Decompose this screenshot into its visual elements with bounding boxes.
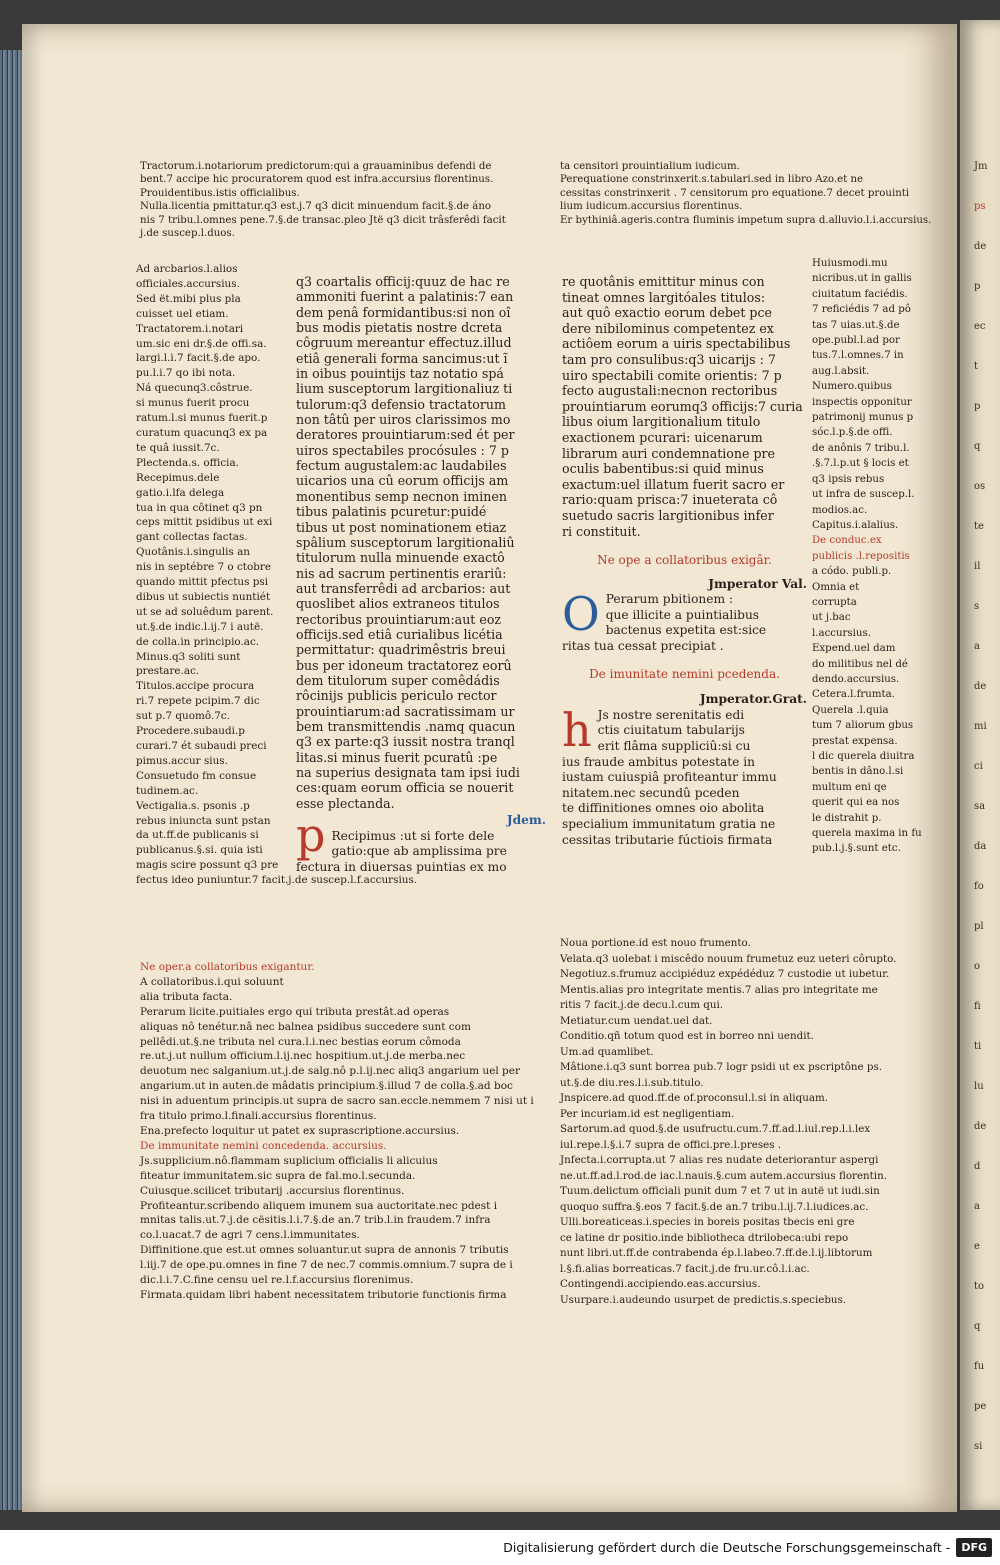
gloss-line: Sed ët.mibi plus pla bbox=[136, 292, 241, 305]
gloss-line: querela maxima in fu bbox=[812, 828, 922, 840]
gloss-line: Conditio.qñ totum quod est in borreo nni uendit. bbox=[560, 1030, 814, 1042]
gloss-line: largi.l.i.7 facit.§.de apo. bbox=[136, 352, 261, 365]
gloss-line: Mentis.alias pro integritate mentis.7 alias pro integritate me bbox=[560, 983, 878, 996]
gloss-line: Tuum.delictum officiali punit dum 7 et 7 ut in autë ut iudi.sin bbox=[560, 1185, 880, 1197]
gloss-line: Huiusmodi.mu bbox=[812, 258, 888, 269]
text-line: fecto augustali:necnon rectoribus bbox=[562, 383, 778, 399]
gloss-top-left bbox=[140, 160, 550, 240]
text-line: ri constituit. bbox=[562, 523, 641, 539]
gloss-line: Quotânis.i.singulis an bbox=[136, 546, 250, 559]
text-line: tineat omnes largitóales titulos: bbox=[562, 289, 766, 305]
gloss-line: Capitus.i.alalius. bbox=[812, 519, 899, 531]
gloss-right-margin bbox=[812, 256, 934, 857]
text-line: uiros spectabiles procósules : 7 p bbox=[296, 442, 509, 458]
gloss-line: De immunitate nemini concedenda. accursius. bbox=[140, 1139, 387, 1152]
text-line: dere nibilominus competentez ex bbox=[562, 320, 774, 336]
footer-bar bbox=[0, 1530, 1000, 1565]
text-line: in oibus pouintijs taz notatio spá bbox=[296, 366, 504, 382]
text-line: tulorum:q3 defensio tractatorum bbox=[296, 396, 506, 412]
gloss-line: dic.l.i.7.C.fine censu uel re.l.f.accursius florenimus. bbox=[140, 1274, 414, 1287]
gloss-line: officiales.accursius. bbox=[136, 277, 240, 290]
gloss-line: l.iij.7 de ope.pu.omnes in fine 7 de nec.7 commis.omnium.7 supra de i bbox=[140, 1259, 513, 1272]
gloss-line: corrupta bbox=[812, 596, 857, 608]
right-section-2-label: Jmperator.Grat. bbox=[699, 692, 807, 707]
text-line: nis ad sacrum pertinentis erariû: bbox=[296, 565, 507, 581]
text-line: quoslibet alios extraneos titulos bbox=[296, 596, 500, 612]
gloss-line: a códo. publi.p. bbox=[812, 566, 892, 578]
gloss-line: patrimonij munus p bbox=[812, 412, 914, 424]
text-line: librarum auri condemnatione pre bbox=[562, 445, 775, 461]
next-page-fragment: de bbox=[974, 241, 987, 252]
gloss-line: gant collectas factas. bbox=[136, 531, 248, 544]
rubric-right-2: De imunitate nemini pcedenda. bbox=[589, 666, 780, 681]
gloss-line: l.accursius. bbox=[812, 627, 871, 639]
gloss-line: alia tributa facta. bbox=[140, 990, 233, 1003]
text-line: exactionem pcurari: uicenarum bbox=[562, 429, 763, 445]
next-page-fragment: mi bbox=[974, 721, 987, 732]
next-page-fragment: to bbox=[974, 1281, 985, 1292]
next-page-fragment: ci bbox=[974, 761, 983, 772]
text-line: aut quô exactio eorum debet pce bbox=[562, 305, 773, 321]
gloss-line: A collatoribus.i.qui soluunt bbox=[140, 975, 284, 988]
gloss-line: Ena.prefecto loquitur ut patet ex suprascriptione.accursius. bbox=[140, 1124, 460, 1137]
text-line: dem titulorum super comêdádis bbox=[296, 672, 500, 688]
text-line: re quotânis emittitur minus con bbox=[562, 274, 765, 289]
text-line: tibus ut post nominationem etiaz bbox=[296, 519, 507, 535]
next-page-fragment: pe bbox=[974, 1401, 987, 1412]
main-text-middle-lines bbox=[296, 274, 546, 811]
gloss-line: publicanus.§.si. quia isti bbox=[136, 844, 263, 857]
next-page-fragment: si bbox=[974, 1441, 983, 1452]
gloss-line: Js.supplicium.nô.flammam suplicium officialis li alicuius bbox=[140, 1154, 438, 1167]
next-page-fragment: a bbox=[974, 1201, 980, 1212]
text-line: officijs.sed etiâ curialibus licétia bbox=[296, 626, 503, 642]
text-line: litas.si minus fuerit pcuratû :pe bbox=[296, 749, 498, 765]
gloss-line: Mâtione.i.q3 sunt borrea pub.7 logr psidi ut ex pscriptône ps. bbox=[560, 1061, 883, 1073]
gloss-line: ut.§.de indic.l.ij.7 i autë. bbox=[136, 620, 264, 633]
gloss-line: dibus ut subiectis nuntiét bbox=[136, 590, 271, 603]
gloss-line: quando mittit pfectus psi bbox=[136, 576, 269, 589]
gloss-line: 7 reficiédis 7 ad pô bbox=[812, 304, 911, 316]
gloss-line: de colla.in principio.ac. bbox=[136, 635, 260, 648]
gloss-line: publicis .l.repositis bbox=[812, 550, 910, 562]
next-page-fragment: q bbox=[974, 1321, 981, 1332]
text-line: Js nostre serenitatis edi bbox=[597, 707, 745, 722]
gloss-line: nisi in aduentum principis.ut supra de sacro san.eccle.nemmem 7 nisi ut i bbox=[140, 1095, 534, 1108]
text-line: dem penâ formidantibus:si non oî bbox=[296, 304, 511, 320]
gloss-line: do militibus nel dé bbox=[812, 658, 908, 670]
gloss-line: ritis 7 facit.j.de decu.l.cum qui. bbox=[560, 999, 724, 1011]
gloss-line: da ut.ff.de publicanis si bbox=[136, 829, 259, 842]
gloss-line: curatum quacunq3 ex pa bbox=[136, 426, 268, 439]
gloss-line: Perequatione constrinxerit.s.tabulari.sed in libro Azo.et ne bbox=[560, 174, 864, 186]
text-line: uiro spectabili comite orientis: 7 p bbox=[562, 367, 782, 383]
next-page-fragment: a bbox=[974, 641, 980, 652]
gloss-line: Jnfecta.i.corrupta.ut 7 alias res nudate deteriorantur aspergi bbox=[560, 1154, 879, 1166]
next-page-fragment: p bbox=[974, 401, 981, 412]
gloss-line: Plectenda.s. officia. bbox=[136, 456, 239, 469]
gloss-line: Diffinitione.que est.ut omnes soluantur.ut supra de annonis 7 tributis bbox=[140, 1244, 509, 1257]
gloss-line: De conduc.ex bbox=[812, 535, 882, 547]
text-line: actiôem eorum a uiris spectabilibus bbox=[562, 336, 791, 352]
gloss-line: tudinem.ac. bbox=[136, 784, 199, 797]
gloss-line: tua in qua côtinet q3 pn bbox=[136, 501, 263, 514]
right-section-2 bbox=[562, 692, 807, 848]
dfg-logo: DFG bbox=[956, 1538, 992, 1557]
text-line: libus oium largitionalium titulo bbox=[562, 414, 761, 430]
gloss-line: sut p.7 quomô.7c. bbox=[136, 710, 230, 723]
gloss-line: Minus.q3 soliti sunt bbox=[136, 650, 241, 663]
gloss-line: co.l.uacat.7 de agri 7 cens.l.immunitates. bbox=[140, 1229, 360, 1242]
gloss-line: tus.7.l.omnes.7 in bbox=[812, 350, 904, 362]
right-section-1-label: Jmperator Val. bbox=[708, 576, 807, 591]
gloss-line: tum 7 aliorum gbus bbox=[812, 720, 914, 732]
gloss-line: Procedere.subaudi.p bbox=[136, 725, 245, 738]
text-line: Recipimus :ut si forte dele bbox=[331, 828, 495, 843]
next-page-fragment: da bbox=[974, 841, 987, 852]
gloss-line: ri.7 repete pcipim.7 dic bbox=[136, 695, 260, 708]
gloss-line: aug.l.absit. bbox=[812, 365, 870, 377]
gloss-line: Usurpare.i.audeundo usurpet de predictis.s.speciebus. bbox=[560, 1293, 847, 1306]
text-line: tibus palatinis pcuretur:puidé bbox=[296, 504, 487, 520]
gloss-line: ne.ut.ff.ad.l.rod.de iac.l.nauis.§.cum autem.accursius florentin. bbox=[560, 1169, 888, 1182]
text-line: nitatem.nec secundû pceden bbox=[562, 785, 740, 800]
text-line: bus per idoneum tractatorez eorû bbox=[296, 657, 512, 673]
gloss-line: angarium.ut in auten.de mâdatis principium.§.illud 7 de colla.§.ad boc bbox=[140, 1080, 513, 1093]
text-line: specialium immunitatum gratia ne bbox=[562, 817, 776, 831]
gloss-line: cuisset uel etiam. bbox=[136, 307, 229, 320]
text-line: oculis babentibus:si quid minus bbox=[562, 461, 764, 477]
gloss-line: Noua portione.id est nouo frumento. bbox=[560, 937, 751, 949]
gloss-line: Metiatur.cum uendat.uel dat. bbox=[560, 1014, 713, 1027]
next-page-fragment: pl bbox=[974, 921, 984, 932]
next-page-fragment: sa bbox=[974, 801, 986, 812]
gloss-line: ta censitori prouintialium iudicum. bbox=[560, 161, 740, 172]
gloss-line: .§.7.l.p.ut § locis et bbox=[812, 458, 909, 470]
next-page-fragment: fu bbox=[974, 1361, 985, 1372]
next-page-fragment: fo bbox=[974, 881, 984, 892]
gloss-line: si munus fuerit procu bbox=[136, 397, 250, 410]
text-line: iustam cuiuspiâ profiteantur immu bbox=[562, 770, 777, 785]
text-line: q3 ex parte:q3 iussit nostra tranql bbox=[296, 734, 515, 750]
gloss-line: l dic querela diuitra bbox=[812, 751, 915, 762]
gloss-line: Querela .l.quia bbox=[812, 704, 889, 716]
gloss-line: Tractorum.i.notariorum predictorum:qui a grauaminibus defendi de bbox=[140, 161, 492, 172]
gloss-line: Tractatorem.i.notari bbox=[136, 322, 244, 335]
text-line: permittatur: quadrimêstris breui bbox=[296, 642, 506, 658]
gloss-line: ope.publ.l.ad por bbox=[812, 335, 900, 347]
gloss-line: Vectigalia.s. psonis .p bbox=[136, 799, 250, 812]
gloss-line: dendo.accursius. bbox=[812, 673, 900, 685]
gloss-line: Velata.q3 uolebat i miscêdo nouum frumetuz euz ueteri côrupto. bbox=[560, 952, 897, 965]
next-page-edge bbox=[960, 20, 1000, 1510]
gloss-line: Omnia et bbox=[812, 581, 860, 593]
text-line: bem transmittendis .namq quacun bbox=[296, 718, 516, 734]
text-line: ces:quam eorum officia se nouerit bbox=[296, 780, 514, 796]
initial-letter-o: O bbox=[562, 587, 600, 642]
text-line: q3 coartalis officij:quuz de hac re bbox=[296, 274, 510, 289]
gloss-line: re.ut.j.ut nullum officium.l.ij.nec hospitium.ut.j.de merba.nec bbox=[140, 1050, 466, 1063]
gloss-line: nicribus.ut in gallis bbox=[812, 273, 912, 285]
gloss-line: cessitas constrinxerit . 7 censitorum pro equatione.7 decet prouinti bbox=[560, 187, 910, 199]
gloss-line: Recepimus.dele bbox=[136, 471, 220, 484]
gloss-line: Per incuriam.id est negligentiam. bbox=[560, 1107, 735, 1120]
main-middle-tail-label: Jdem. bbox=[506, 813, 546, 828]
book-page bbox=[22, 24, 957, 1512]
text-line: rôcinijs publicis periculo rector bbox=[296, 688, 497, 704]
next-page-fragment: te bbox=[974, 521, 984, 532]
text-line: prouintiarum eorumq3 officijs:7 curia bbox=[562, 398, 803, 414]
gloss-line: Nulla.licentia pmittatur.q3 est.j.7 q3 dicit minuendum facit.§.de áno bbox=[140, 201, 492, 213]
footer-credit: Digitalisierung gefördert durch die Deutsche Forschungsgemeinschaft - bbox=[503, 1540, 951, 1555]
gloss-line: Um.ad quamlibet. bbox=[560, 1045, 654, 1058]
gloss-line: sóc.l.p.§.de offi. bbox=[812, 427, 893, 439]
gloss-line: ut infra de suscep.l. bbox=[812, 489, 915, 501]
initial-letter-p: p bbox=[296, 808, 326, 863]
text-line: aut transferrêdi ad arcbarios: aut bbox=[296, 580, 511, 596]
text-line: gatio:que ab amplissima pre bbox=[331, 844, 507, 859]
gloss-line: mnitas talis.ut.7.j.de cësitis.l.i.7.§.de an.7 trib.l.in fraudem.7 infra bbox=[140, 1214, 491, 1227]
next-page-fragment: ec bbox=[974, 321, 986, 332]
gloss-line: Ne oper.a collatoribus exigantur. bbox=[140, 961, 315, 973]
main-text-column-right bbox=[562, 274, 807, 848]
text-line: uicarios una cû eorum officijs am bbox=[296, 473, 509, 489]
next-page-fragment: q bbox=[974, 441, 981, 452]
main-middle-tail-lines bbox=[296, 829, 546, 876]
right-section-1 bbox=[562, 577, 807, 655]
text-line: bactenus expetita est:sice bbox=[605, 623, 767, 638]
gloss-line: tas 7 uias.ut.§.de bbox=[812, 319, 900, 331]
gloss-line: ratum.l.si munus fuerit.p bbox=[136, 412, 268, 425]
text-line: bus modis pietatis nostre dcreta bbox=[296, 320, 503, 336]
text-line: suetudo sacris largitionibus infer bbox=[562, 507, 774, 523]
gloss-line: Consuetudo fm consue bbox=[136, 769, 257, 782]
gloss-line: j.de suscep.l.duos. bbox=[140, 228, 235, 240]
next-page-fragment: ti bbox=[974, 1041, 982, 1052]
next-page-fragment: de bbox=[974, 681, 987, 692]
text-line: tam pro consulibus:q3 uicarijs : 7 bbox=[562, 351, 776, 367]
gloss-line: prestat expensa. bbox=[812, 735, 898, 747]
text-line: rario:quam prisca:7 inueterata cô bbox=[562, 492, 778, 508]
gloss-line: Sartorum.ad quod.§.de usufructu.cum.7.ff.ad.l.iul.rep.l.i.lex bbox=[560, 1123, 871, 1135]
gloss-line: iul.repe.l.§.i.7 supra de offici.pre.l.preses . bbox=[560, 1138, 782, 1151]
gloss-line: Prouidentibus.istis officialibus. bbox=[140, 187, 300, 199]
text-line: exactum:uel illatum fuerit sacro er bbox=[562, 476, 785, 492]
gloss-line: Profiteantur.scribendo aliquem imunem sua auctoritate.nec pdest i bbox=[140, 1199, 498, 1212]
next-page-fragment: os bbox=[974, 481, 986, 492]
gloss-bottom-middle bbox=[140, 960, 552, 1303]
gloss-line: Cuiusque.scilicet tributarij .accursius florentinus. bbox=[140, 1184, 405, 1197]
gloss-top-right bbox=[560, 160, 950, 227]
next-page-fragment: lu bbox=[974, 1081, 984, 1092]
text-line: Perarum pbitionem : bbox=[605, 592, 734, 607]
gloss-line: Ad arcbarios.l.alios bbox=[136, 263, 238, 275]
text-line: ritas tua cessat precipiat . bbox=[562, 639, 724, 654]
gloss-line: um.sic eni dr.§.de offi.sa. bbox=[136, 337, 267, 350]
text-line: prouintiarum:ad sacratissimam ur bbox=[296, 703, 515, 719]
text-line: te diffinitiones omnes oio abolita bbox=[562, 801, 765, 816]
gloss-line: prestare.ac. bbox=[136, 665, 200, 678]
gloss-line: nis in septébre 7 o ctobre bbox=[136, 561, 271, 574]
next-page-fragment: Jm bbox=[974, 161, 988, 172]
text-line: fectum augustalem:ac laudabiles bbox=[296, 458, 507, 474]
gloss-line: ut se ad soluêdum parent. bbox=[136, 605, 274, 618]
gloss-line: l.§.fi.alias borreaticas.7 facit.j.de fru.ur.cô.l.i.ac. bbox=[560, 1262, 810, 1275]
main-text-column-middle bbox=[296, 274, 546, 875]
gloss-line: fectus ideo puniuntur.7 facit.j.de suscep.l.f.accursius. bbox=[136, 874, 418, 887]
next-page-fragment: d bbox=[974, 1161, 981, 1172]
gloss-line: ceps mittit psidibus ut exi bbox=[136, 516, 273, 529]
text-line: lium susceptorum largitionaliuz ti bbox=[296, 381, 513, 397]
gloss-line: gatio.i.lfa delega bbox=[136, 486, 225, 499]
text-line: que illicite a puintialibus bbox=[605, 607, 760, 622]
gloss-line: te quâ iussit.7c. bbox=[136, 441, 220, 454]
gloss-line: Ulli.boreaticeas.i.species in boreis positas tbecis eni gre bbox=[560, 1216, 855, 1228]
gloss-line: Cetera.l.frumta. bbox=[812, 689, 895, 701]
next-page-fragment: de bbox=[974, 1121, 987, 1132]
next-page-fragment: s bbox=[974, 601, 980, 612]
gloss-line: Numero.quibus bbox=[812, 381, 892, 393]
main-middle-tail bbox=[296, 808, 546, 875]
gloss-line: pimus.accur sius. bbox=[136, 754, 228, 767]
gloss-line: fiteatur immunitatem.sic supra de fal.mo.l.secunda. bbox=[140, 1169, 416, 1182]
text-line: fectura in diuersas puintias ex mo bbox=[296, 859, 507, 874]
gloss-line: curari.7 ét subaudi preci bbox=[136, 740, 267, 752]
gloss-line: fra titulo primo.l.finali.accursius florentinus. bbox=[140, 1110, 377, 1123]
gloss-line: Expend.uel dam bbox=[812, 643, 896, 655]
gloss-line: ut.§.de diu.res.l.i.sub.titulo. bbox=[560, 1076, 704, 1089]
gloss-line: ut j.bac bbox=[812, 612, 851, 624]
gloss-line: ciuitatum faciédis. bbox=[812, 288, 908, 300]
next-page-fragment: p bbox=[974, 281, 981, 292]
text-line: rectoribus prouintiarum:aut eoz bbox=[296, 611, 502, 627]
text-line: na superius designata tam ipsi iudi bbox=[296, 765, 520, 780]
gloss-line: pellêdi.ut.§.ne tributa nel cura.l.i.nec bestias eorum cômoda bbox=[140, 1035, 461, 1048]
gloss-line: bentis in dâno.l.si bbox=[812, 766, 904, 778]
text-line: erit flâma suppliciû:si cu bbox=[597, 739, 751, 754]
gloss-line: inspectis opponitur bbox=[812, 396, 912, 408]
text-line: non tâtû per uiros clarissimos mo bbox=[296, 412, 511, 428]
gloss-line: rebus iniuncta sunt pstan bbox=[136, 814, 271, 827]
gloss-line: Firmata.quidam libri habent necessitatem tributorie functionis firma bbox=[140, 1288, 507, 1301]
gloss-line: quoquo suffra.§.eos 7 facit.§.de an.7 tribu.l.ij.7.l.iudices.ac. bbox=[560, 1200, 869, 1213]
text-line: ammoniti fuerint a palatinis:7 ean bbox=[296, 289, 514, 305]
text-line: etiâ generali forma sancimus:ut ĩ bbox=[296, 350, 508, 366]
next-page-fragment: il bbox=[974, 561, 981, 572]
gloss-line: Ná quecunq3.côstrue. bbox=[136, 382, 253, 395]
gloss-line: pu.l.i.7 qo ibi nota. bbox=[136, 367, 236, 380]
main-text-right-lines bbox=[562, 274, 807, 539]
next-page-fragment: t bbox=[974, 361, 979, 372]
gloss-line: de anônis 7 tribu.l. bbox=[812, 442, 910, 454]
gloss-line: nis 7 tribu.l.omnes pene.7.§.de transac.pleo Jtë q3 dicit trâsferêdi facit bbox=[140, 214, 506, 226]
text-line: côgruum mereantur effectuz.illud bbox=[296, 335, 512, 351]
gloss-line: Jnspicere.ad quod.ff.de of.proconsul.l.si in aliquam. bbox=[560, 1092, 828, 1104]
gloss-line: magis scire possunt q3 pre bbox=[136, 859, 279, 872]
text-line: esse plectanda. bbox=[296, 795, 395, 811]
next-page-fragment: ps bbox=[974, 201, 986, 212]
gloss-line: Er bythiniâ.ageris.contra fluminis impetum supra d.alluvio.l.i.accursius. bbox=[560, 214, 932, 226]
gloss-line: querit qui ea nos bbox=[812, 797, 900, 809]
rubric-right-1: Ne ope a collatoribus exigâr. bbox=[597, 553, 772, 568]
gloss-line: q3 ipsis rebus bbox=[812, 473, 885, 485]
text-line: titulorum nulla minuende exactô bbox=[296, 550, 505, 566]
text-line: monentibus semp necnon iminen bbox=[296, 488, 507, 504]
gloss-line: Titulos.accipe procura bbox=[136, 680, 255, 693]
gloss-line: lium iudicum.accursius florentinus. bbox=[560, 201, 743, 213]
text-line: cessitas tributarie fúctiois firmata bbox=[562, 832, 773, 847]
text-line: spâlium susceptorum largitionaliû bbox=[296, 534, 515, 550]
gloss-line: deuotum nec salganium.ut.j.de salg.nô p.l.ij.nec aliq3 angarium uel per bbox=[140, 1065, 521, 1078]
next-page-fragment: o bbox=[974, 961, 981, 972]
initial-letter-h: h bbox=[562, 702, 592, 757]
gloss-line: pub.l.j.§.sunt etc. bbox=[812, 843, 901, 855]
gloss-line: multum eni qe bbox=[812, 781, 887, 793]
text-line: deratores prouintiarum:sed ét per bbox=[296, 427, 515, 443]
gloss-line: ce latine dr positio.inde bibliotheca dtrilobeca:ubi repo bbox=[560, 1231, 849, 1244]
text-line: ctis ciuitatum tabularijs bbox=[597, 723, 745, 738]
next-page-fragment: fi bbox=[974, 1001, 981, 1012]
gloss-bottom-right bbox=[560, 936, 952, 1308]
right-section-2-lines bbox=[562, 702, 807, 848]
gloss-line: bent.7 accipe hic procuratorem quod est infra.accursius florentinus. bbox=[140, 174, 494, 186]
gloss-line: modios.ac. bbox=[812, 504, 868, 516]
next-page-fragment: e bbox=[974, 1241, 980, 1252]
gloss-line: aliquas nô tenétur.nâ nec balnea psidibus succedere sunt com bbox=[140, 1020, 471, 1033]
gloss-line: Contingendi.accipiendo.eas.accursius. bbox=[560, 1278, 761, 1290]
text-line: ius fraude ambitus potestate in bbox=[562, 754, 756, 769]
gloss-line: le distrahit p. bbox=[812, 812, 882, 824]
gloss-line: nunt libri.ut.ff.de contrabenda ép.l.labeo.7.ff.de.l.ij.libtorum bbox=[560, 1247, 873, 1259]
gloss-line: Negotiuz.s.frumuz accipiéduz expédéduz 7 custodie ut iubetur. bbox=[560, 968, 890, 980]
gloss-line: Perarum licite.puitiales ergo qui tributa prestât.ad operas bbox=[140, 1005, 450, 1018]
